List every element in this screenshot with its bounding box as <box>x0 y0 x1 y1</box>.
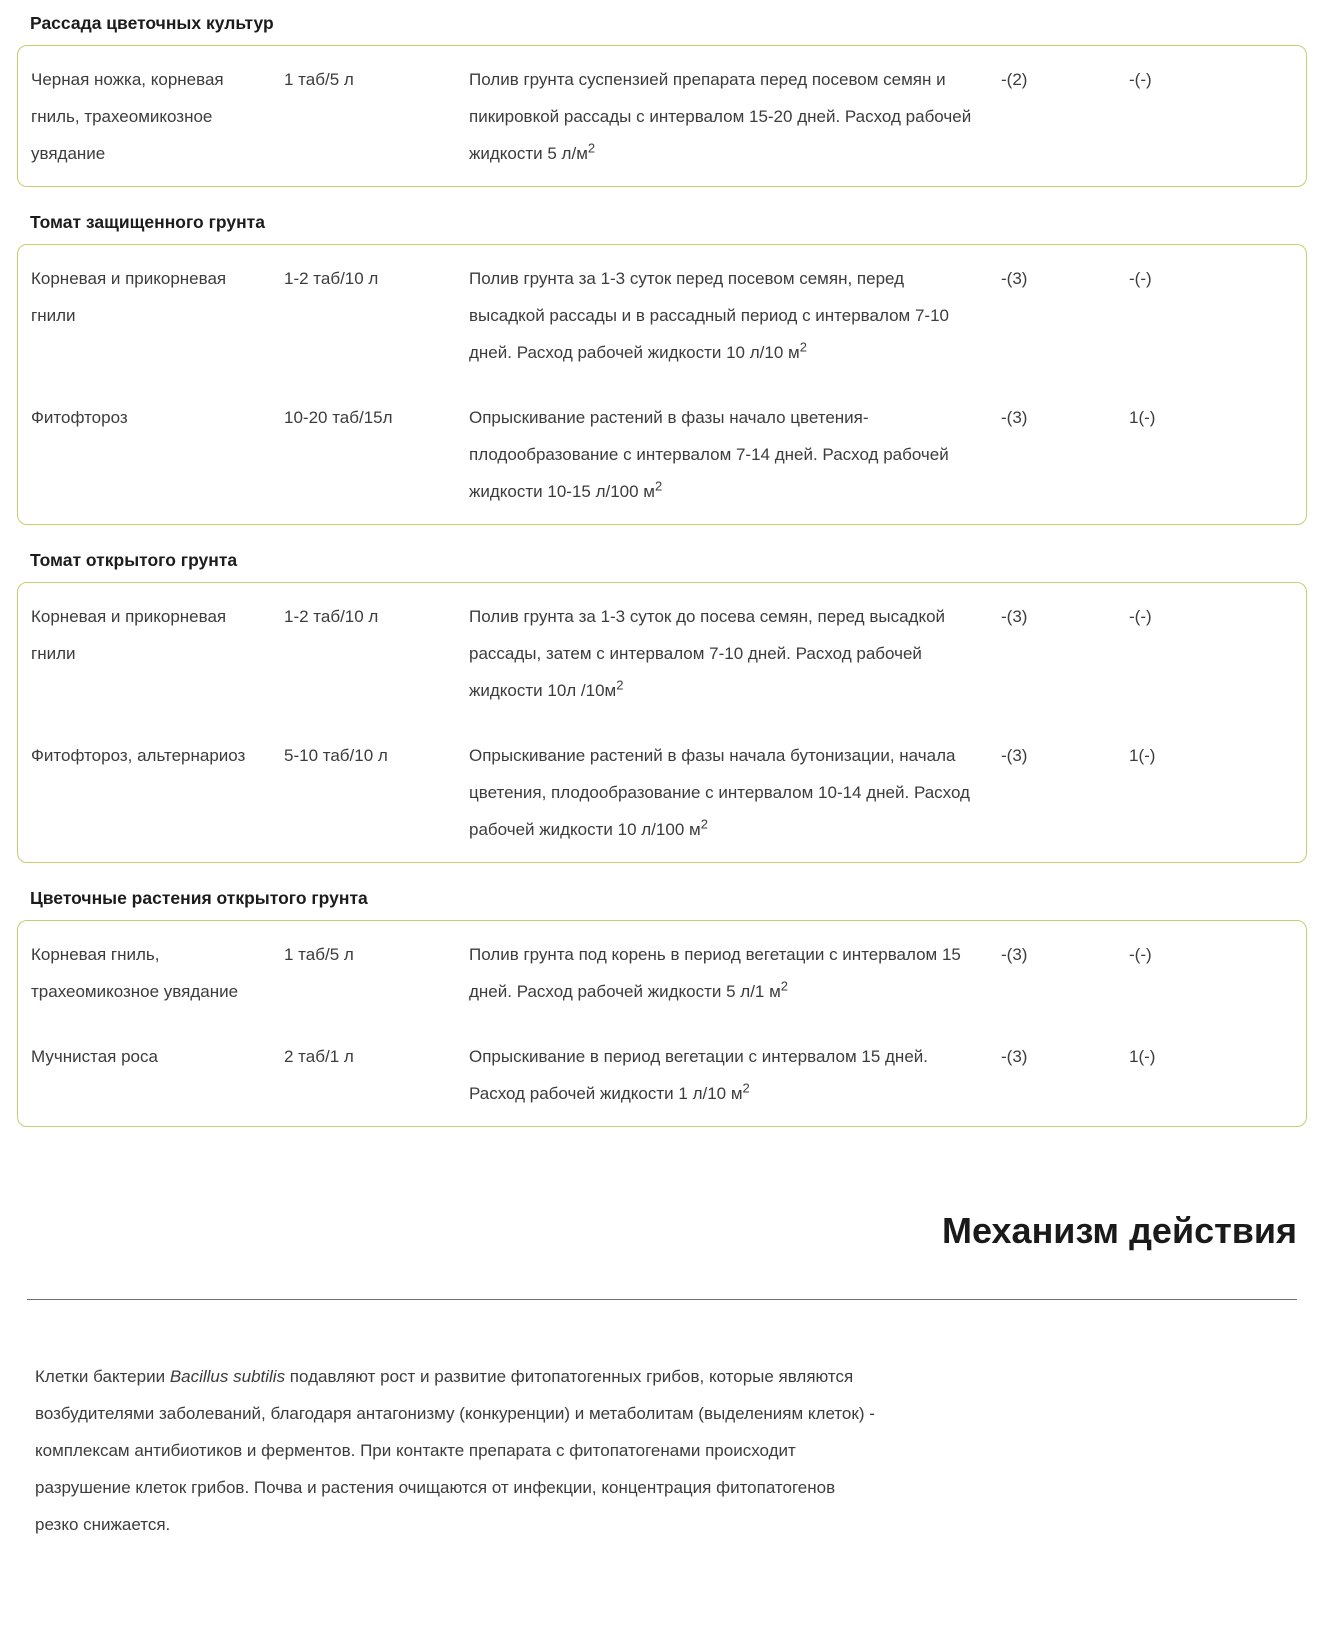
application-method-cell <box>469 1038 1001 1112</box>
usage-table <box>17 920 1307 1127</box>
disease-cell: Фитофтороз, альтернариоз <box>31 746 246 765</box>
disease-cell: Фитофтороз <box>31 408 128 427</box>
application-method-text: Полив грунта под корень в период вегетации с интервалом 15 дней. Расход рабочей жидкости 5 л/1 м <box>469 945 961 1001</box>
disease-cell: Корневая гниль, трахеомикозное увядание <box>31 945 239 1001</box>
section-heading: Томат защищенного грунта <box>30 212 265 232</box>
table-row <box>31 399 1293 510</box>
square-meter-superscript: 2 <box>655 478 663 494</box>
table-row <box>31 737 1293 848</box>
application-method-text: Полив грунта за 1-3 суток до посева семян, перед высадкой рассады, затем с интервалом 7-10 дней. Расход рабочей жидкости 10л /10м <box>469 607 946 700</box>
waiting-period-cell: -(3) <box>1001 1047 1028 1066</box>
mechanism-title: Механизм действия <box>941 1210 1297 1251</box>
table-row <box>31 260 1293 371</box>
dosage-cell: 1 таб/5 л <box>284 945 354 964</box>
treatments-count-cell: -(-) <box>1129 945 1152 964</box>
application-method-cell <box>469 260 1001 371</box>
dosage-cell: 2 таб/1 л <box>284 1047 354 1066</box>
usage-table <box>17 45 1307 187</box>
application-method-text: Полив грунта за 1-3 суток перед посевом семян, перед высадкой рассады и в рассадный период с интервалом 7-10 дней. Расход рабочей жидкости 10 л/10 м <box>469 269 949 362</box>
application-method-text: Опрыскивание в период вегетации с интервалом 15 дней. Расход рабочей жидкости 1 л/10 м <box>469 1047 928 1103</box>
table-row <box>31 1038 1293 1112</box>
table-row <box>31 598 1293 709</box>
waiting-period-cell: -(3) <box>1001 746 1028 765</box>
square-meter-superscript: 2 <box>616 677 624 693</box>
application-method-text: Опрыскивание растений в фазы начало цветения-плодообразование с интервалом 7-14 дней. Расход рабочей жидкости 10-15 л/100 м <box>469 408 949 501</box>
mechanism-section <box>17 1209 1307 1543</box>
section-seedlings-flower-crops <box>17 12 1307 187</box>
treatments-count-cell: 1(-) <box>1129 746 1156 765</box>
disease-cell: Корневая и прикорневая гнили <box>31 607 227 663</box>
application-method-cell <box>469 936 1001 1010</box>
section-tomato-open-ground <box>17 549 1307 863</box>
table-row <box>31 936 1293 1010</box>
application-method-text: Опрыскивание растений в фазы начала бутонизации, начала цветения, плодообразование с интервалом 10-14 дней. Расход рабочей жидкости 10 л/100 м <box>469 746 970 839</box>
disease-cell: Мучнистая роса <box>31 1047 158 1066</box>
section-heading: Томат открытого грунта <box>30 550 238 570</box>
waiting-period-cell: -(3) <box>1001 408 1028 427</box>
table-row <box>31 61 1293 172</box>
treatments-count-cell: -(-) <box>1129 269 1152 288</box>
waiting-period-cell: -(3) <box>1001 269 1028 288</box>
mechanism-description <box>35 1358 880 1543</box>
square-meter-superscript: 2 <box>742 1080 750 1096</box>
mechanism-text-start: Клетки бактерии <box>35 1367 170 1386</box>
dosage-cell: 5-10 таб/10 л <box>284 746 388 765</box>
disease-cell: Черная ножка, корневая гниль, трахеомикозное увядание <box>31 70 224 163</box>
square-meter-superscript: 2 <box>799 339 807 355</box>
square-meter-superscript: 2 <box>587 140 596 156</box>
section-flower-plants-open-ground <box>17 887 1307 1127</box>
usage-table <box>17 582 1307 863</box>
section-heading: Рассада цветочных культур <box>30 13 274 33</box>
bacillus-subtilis-latin-name: Bacillus subtilis <box>169 1367 286 1386</box>
mechanism-text-end: подавляют рост и развитие фитопатогенных грибов, которые являются возбудителями заболеваний, благодаря антагонизму (конкуренции) и метаболитам (выделениям клеток) - комплексам антибиотиков и ферментов. При контакте препарата с фитопатогенами происходит разрушение клеток грибов. Почва и растения очищаются от инфекции, концентрация фитопатогенов резко снижается. <box>35 1367 875 1534</box>
application-method-cell <box>469 737 1001 848</box>
dosage-cell: 10-20 таб/15л <box>284 408 393 427</box>
dosage-cell: 1 таб/5 л <box>284 70 354 89</box>
dosage-cell: 1-2 таб/10 л <box>284 607 379 626</box>
treatments-count-cell: -(-) <box>1129 607 1152 626</box>
treatments-count-cell: 1(-) <box>1129 408 1156 427</box>
treatments-count-cell: -(-) <box>1129 70 1152 89</box>
waiting-period-cell: -(2) <box>1001 70 1028 89</box>
waiting-period-cell: -(3) <box>1001 945 1028 964</box>
application-method-cell <box>469 61 1001 172</box>
disease-cell: Корневая и прикорневая гнили <box>31 269 227 325</box>
square-meter-superscript: 2 <box>700 816 708 832</box>
application-method-cell <box>469 399 1001 510</box>
usage-table <box>17 244 1307 525</box>
square-meter-superscript: 2 <box>780 978 789 994</box>
application-method-cell <box>469 598 1001 709</box>
application-method-text: Полив грунта суспензией препарата перед посевом семян и пикировкой рассады с интервалом 15-20 дней. Расход рабочей жидкости 5 л/м <box>469 70 972 163</box>
section-divider <box>27 1299 1297 1300</box>
waiting-period-cell: -(3) <box>1001 607 1028 626</box>
dosage-cell: 1-2 таб/10 л <box>284 269 379 288</box>
section-tomato-protected-ground <box>17 211 1307 525</box>
treatments-count-cell: 1(-) <box>1129 1047 1156 1066</box>
section-heading: Цветочные растения открытого грунта <box>30 888 368 908</box>
